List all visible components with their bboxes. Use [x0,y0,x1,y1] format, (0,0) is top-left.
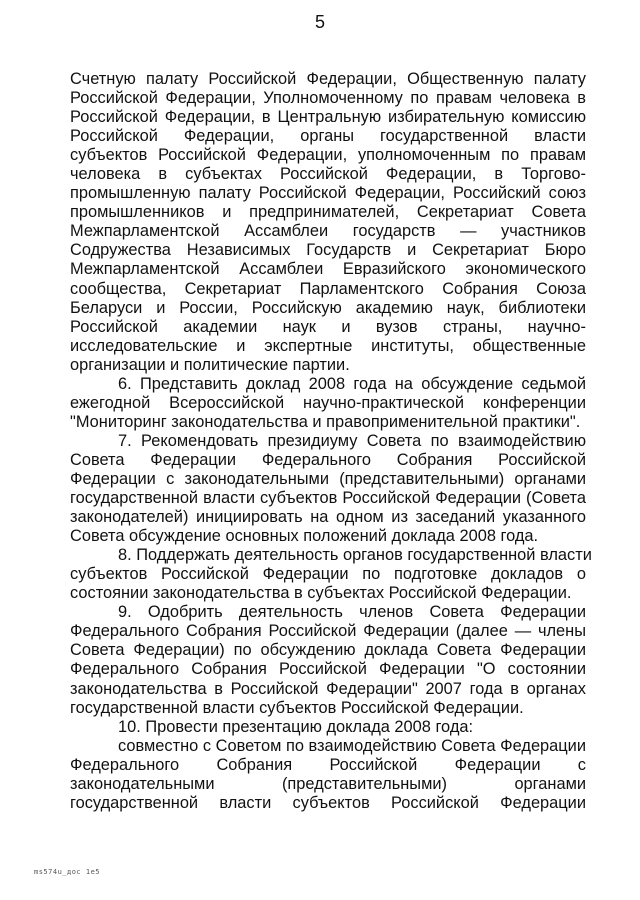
text-line: Федерального Собрания Российской Федерации "О состоянии [70,660,586,679]
text-line: Совета Федерации Федерального Собрания Российской [70,450,586,469]
text-line: 7. Рекомендовать президиуму Совета по взаимодействию [118,431,586,450]
page-number: 5 [314,12,325,32]
text-line: 6. Представить доклад 2008 года на обсуждение седьмой [118,374,586,393]
text-line: Совета обсуждение основных положений доклада 2008 года. [70,527,539,546]
text-line: промышленников и предпринимателей, Секретариат Совета [70,203,586,222]
text-line: государственной власти субъектов Российской Федерации (Совета [70,489,586,508]
document-body [70,70,592,813]
text-line: субъектов Российской Федерации, уполномоченным по правам [70,146,586,165]
text-line: законодательства в Российской Федерации" 2007 года в органах [70,679,586,698]
text-line: состоянии законодательства в субъектах Российской Федерации. [70,584,572,603]
text-line: Федерального Собрания Российской Федерации с [70,755,586,774]
text-line: промышленную палату Российской Федерации, Российский союз [70,184,586,203]
text-line: Федерации с законодательными (представительными) органами [70,469,586,488]
text-line: государственной власти субъектов Российской Федерации [70,793,586,812]
text-line: исследовательские и экспертные институты, общественные [70,336,586,355]
text-line: 8. Поддержать деятельность органов государственной власти [118,546,592,565]
text-line: Федерального Собрания Российской Федерации (далее — члены [70,622,586,641]
text-line: Беларуси и России, Российскую академию наук, библиотеки [70,298,586,317]
text-line: Российской академии наук и вузов страны, научно- [70,317,586,336]
text-line: субъектов Российской Федерации по подготовке докладов о [70,565,586,584]
text-line: Содружества Независимых Государств и Секретариат Бюро [70,241,586,260]
text-line: человека в субъектах Российской Федерации, в Торгово- [70,165,586,184]
text-line: 9. Одобрить деятельность членов Совета Федерации [118,603,586,622]
text-line: Счетную палату Российской Федерации, Общественную палату [70,70,586,88]
text-line: сообщества, Секретариат Парламентского Собрания Союза [70,279,586,298]
text-line: законодательными (представительными) органами [70,774,586,793]
text-line: Российской Федерации, в Центральную избирательную комиссию [70,108,586,127]
text-line: Межпарламентской Ассамблеи Евразийского экономического [70,260,586,279]
footer-file-mark: ms574u_дос 1e5 [34,868,101,876]
text-line: Межпарламентской Ассамблеи государств — участников [70,222,586,241]
text-line: Российской Федерации, Уполномоченному по правам человека в [70,89,586,108]
text-line: ежегодной Всероссийской научно-практической конференции [70,393,586,412]
text-line: организации и политические партии. [70,355,350,374]
text-line: 10. Провести презентацию доклада 2008 года: [118,717,474,736]
text-line: Российской Федерации, органы государственной власти [70,127,586,146]
text-line: государственной власти субъектов Российской Федерации. [70,698,524,717]
text-line: законодателей) инициировать на одном из заседаний указанного [70,508,586,527]
text-line: Совета Федерации) по обсуждению доклада Совета Федерации [70,641,586,660]
text-line: совместно с Советом по взаимодействию Совета Федерации [118,736,586,755]
text-line: "Мониторинг законодательства и правоприменительной практики". [70,412,581,431]
